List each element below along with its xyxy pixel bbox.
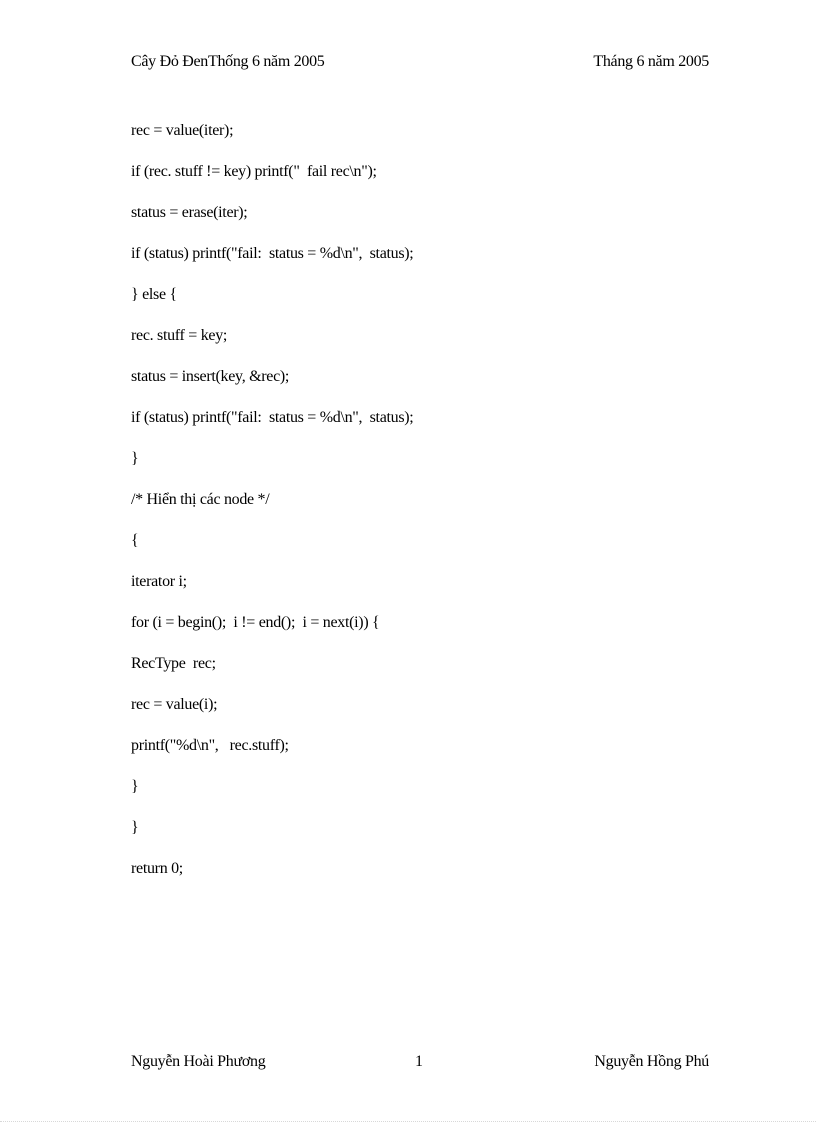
code-line: } <box>131 778 139 795</box>
code-line: rec = value(iter); <box>131 122 234 139</box>
code-line: } <box>131 450 139 467</box>
code-line: for (i = begin(); i != end(); i = next(i)) { <box>131 614 380 631</box>
header-right-text: Tháng 6 năm 2005 <box>593 53 709 70</box>
page-header <box>131 52 709 72</box>
code-line: status = erase(iter); <box>131 204 248 221</box>
code-line: if (status) printf("fail: status = %d\n", status); <box>131 409 414 426</box>
code-line: status = insert(key, &rec); <box>131 368 290 385</box>
page-footer <box>131 1052 709 1072</box>
code-line: rec. stuff = key; <box>131 327 228 344</box>
page-number: 1 <box>415 1053 423 1070</box>
header-left-text: Cây Đỏ ĐenThống 6 năm 2005 <box>131 53 325 70</box>
code-line: printf("%d\n", rec.stuff); <box>131 737 289 754</box>
footer-left-author: Nguyễn Hoài Phương <box>131 1053 266 1070</box>
code-line: } <box>131 819 139 836</box>
footer-right-author: Nguyễn Hồng Phú <box>594 1053 709 1070</box>
code-line: return 0; <box>131 860 183 877</box>
page-bottom-divider <box>0 1121 816 1122</box>
code-line: } else { <box>131 286 177 303</box>
code-line: RecType rec; <box>131 655 216 672</box>
code-line: rec = value(i); <box>131 696 218 713</box>
code-line: { <box>131 532 139 549</box>
code-block <box>131 121 731 900</box>
code-line: iterator i; <box>131 573 187 590</box>
code-line: if (rec. stuff != key) printf(" fail rec\n"); <box>131 163 377 180</box>
code-comment-line: /* Hiển thị các node */ <box>131 491 270 508</box>
code-line: if (status) printf("fail: status = %d\n", status); <box>131 245 414 262</box>
